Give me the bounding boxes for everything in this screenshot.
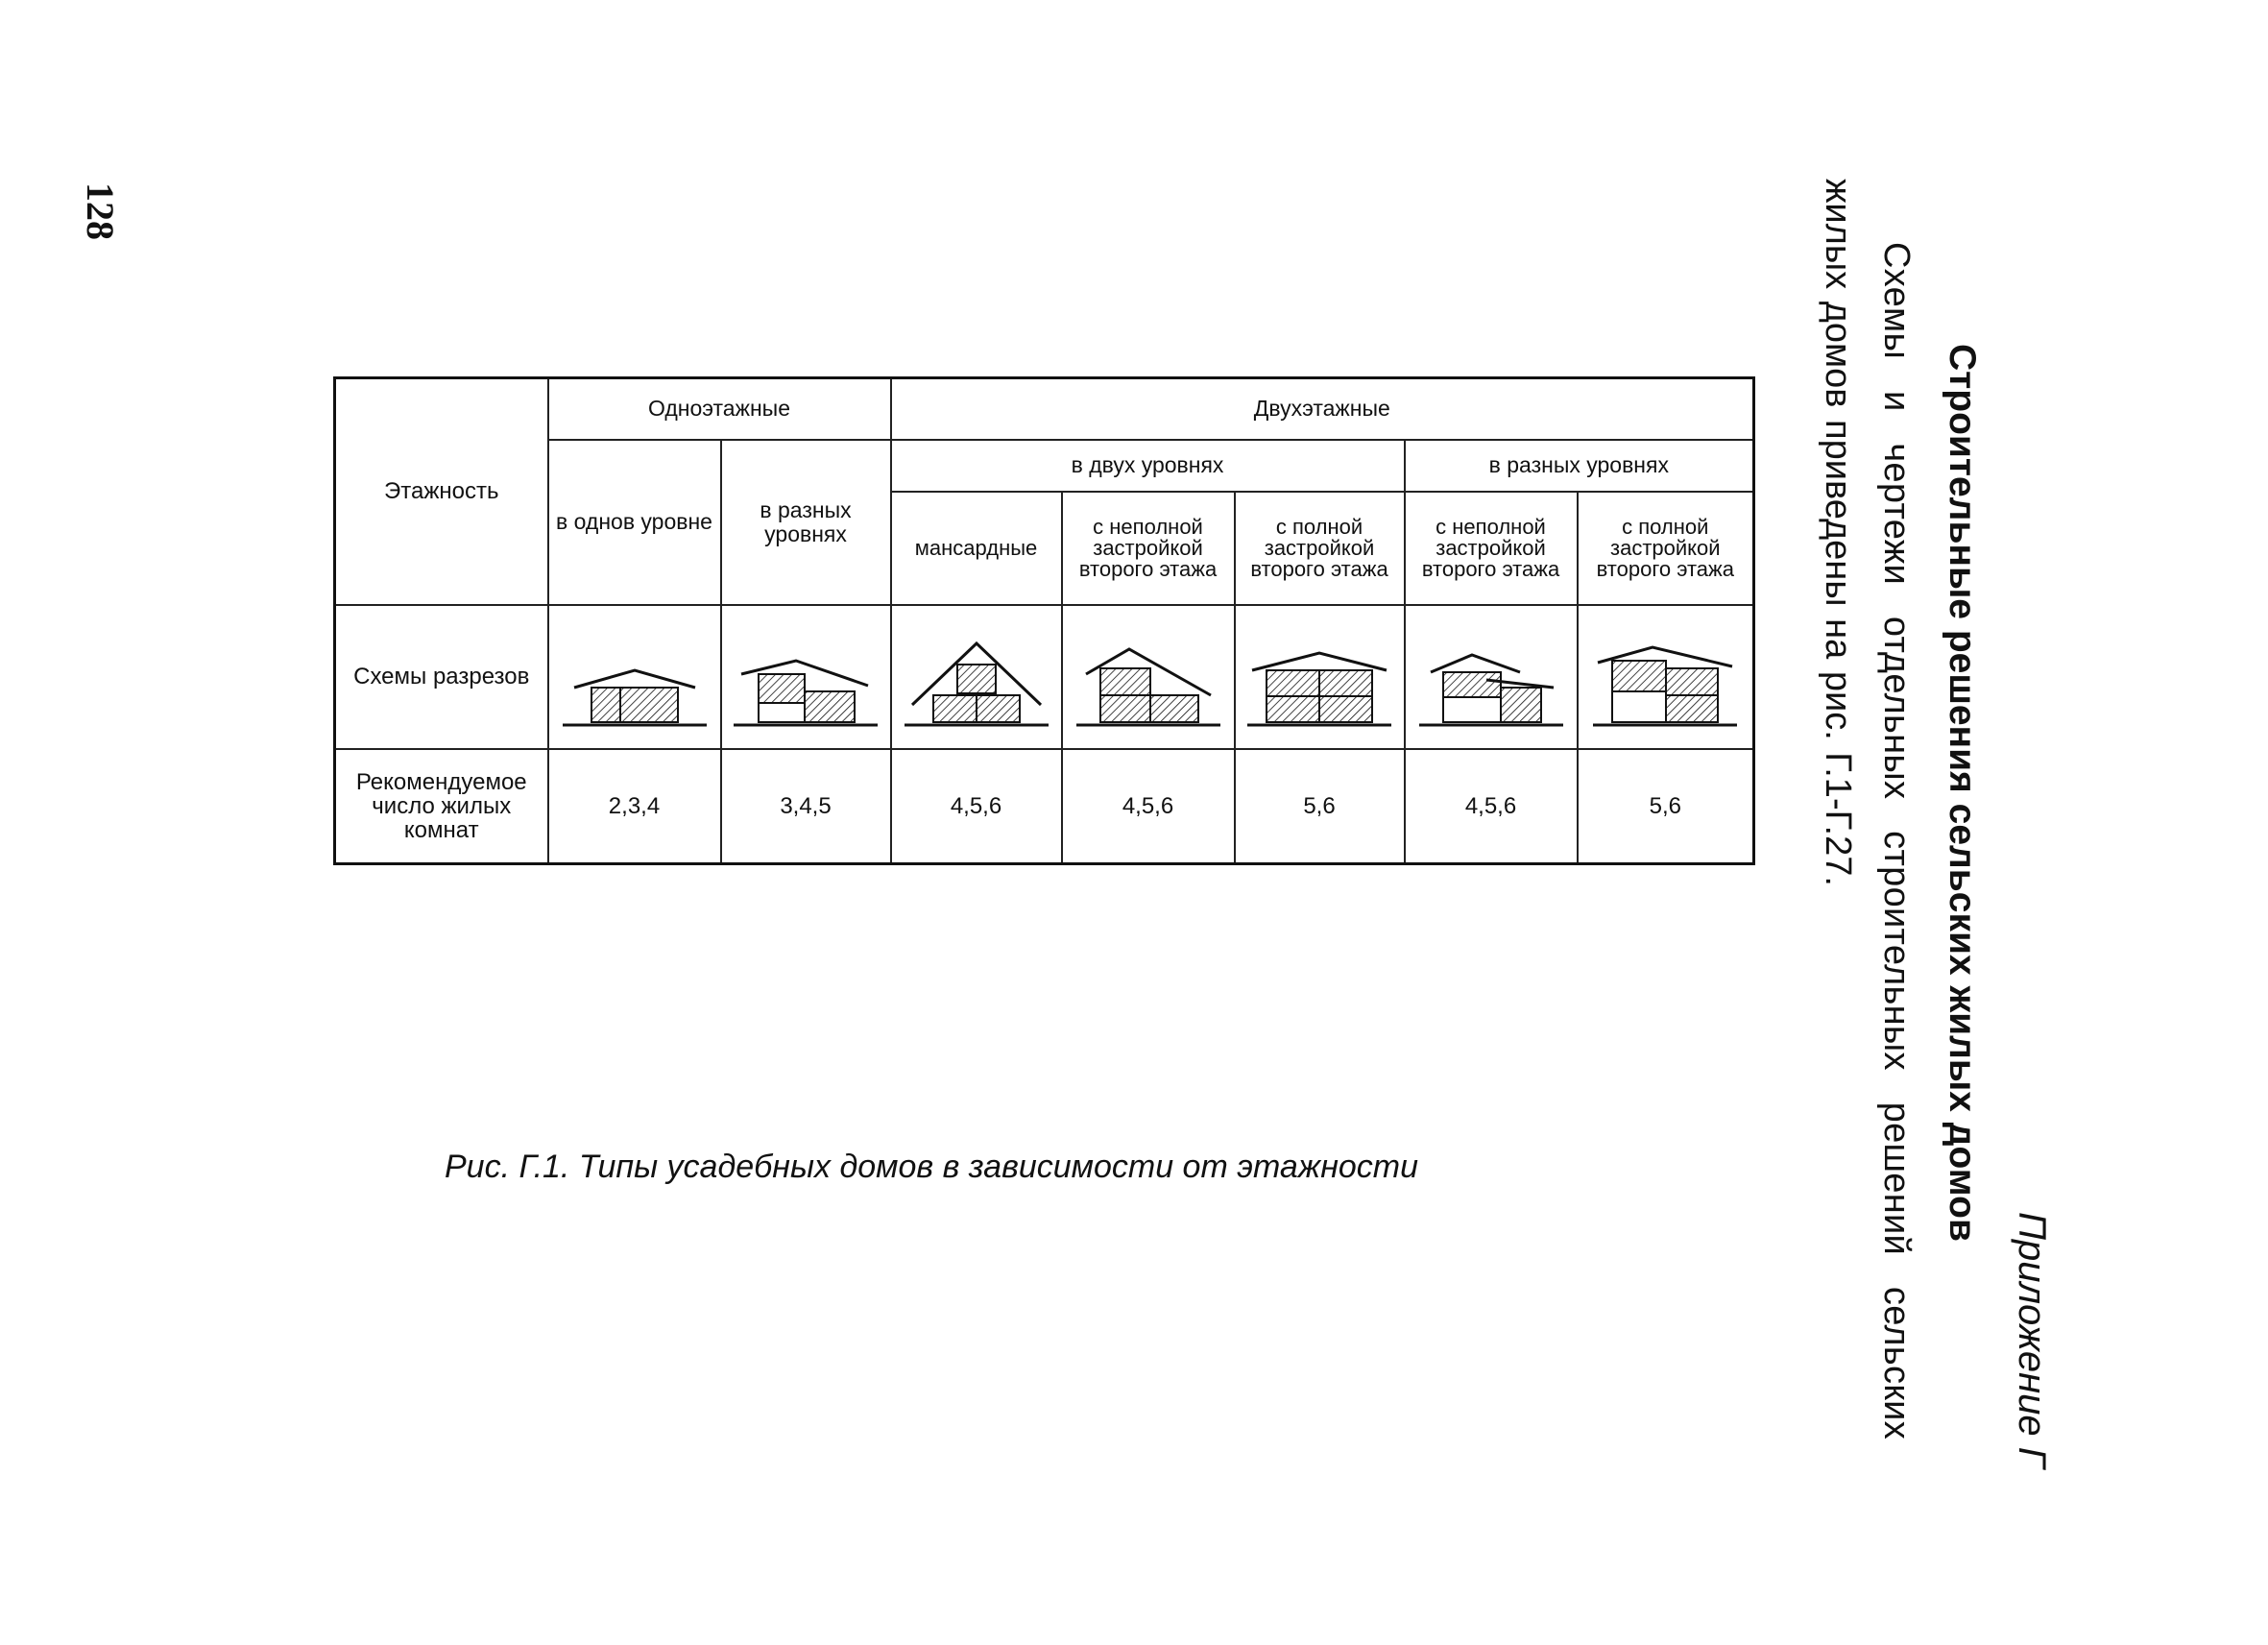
subgroup-different-levels: в разных уровнях xyxy=(1405,440,1754,492)
full-second-floor-split-level-section-icon xyxy=(1593,626,1737,732)
house-types-table xyxy=(333,376,1755,865)
rooms-value: 3,4,5 xyxy=(721,749,891,864)
column-header: в однов уровне xyxy=(548,440,721,605)
intro-text-line-2: жилых домов приведены на рис. Г.1-Г.27. xyxy=(1818,179,1858,886)
column-header: мансардные xyxy=(891,492,1062,605)
group-two-storey: Двухэтажные xyxy=(891,378,1754,440)
rooms-value: 4,5,6 xyxy=(1405,749,1578,864)
column-header: с полной застройкой второго этажа xyxy=(1578,492,1754,605)
scheme-cell xyxy=(891,605,1062,749)
row-label-schemes: Схемы разрезов xyxy=(335,605,548,749)
scheme-cell xyxy=(1405,605,1578,749)
partial-second-floor-split-level-section-icon xyxy=(1419,626,1563,732)
rooms-value: 4,5,6 xyxy=(1062,749,1235,864)
column-header: с полной застройкой второго этажа xyxy=(1235,492,1405,605)
column-header: в разных уровнях xyxy=(721,440,891,605)
rooms-value: 5,6 xyxy=(1235,749,1405,864)
column-header: с неполной застройкой второго этажа xyxy=(1062,492,1235,605)
appendix-label: Приложение Г xyxy=(2011,1212,2053,1468)
section-title: Строительные решения сельских жилых домов xyxy=(1942,344,1983,1242)
rooms-value: 2,3,4 xyxy=(548,749,721,864)
partial-second-floor-section-icon xyxy=(1076,626,1220,732)
split-level-section-icon xyxy=(734,626,878,732)
page-number: 128 xyxy=(79,182,122,240)
subgroup-two-levels: в двух уровнях xyxy=(891,440,1405,492)
scheme-cell xyxy=(1578,605,1754,749)
row-label-floors: Этажность xyxy=(335,378,548,605)
group-one-storey: Одноэтажные xyxy=(548,378,891,440)
figure-caption: Рис. Г.1. Типы усадебных домов в зависимости от этажности xyxy=(445,1149,1419,1185)
full-second-floor-section-icon xyxy=(1247,626,1391,732)
scheme-cell xyxy=(721,605,891,749)
mansard-section-icon xyxy=(905,626,1049,732)
scheme-cell xyxy=(548,605,721,749)
rooms-value: 4,5,6 xyxy=(891,749,1062,864)
one-storey-section-icon xyxy=(563,626,707,732)
rooms-value: 5,6 xyxy=(1578,749,1754,864)
row-label-rooms: Рекомендуемое число жилых комнат xyxy=(335,749,548,864)
scheme-cell xyxy=(1235,605,1405,749)
intro-text-line-1: Схемы и чертежи отдельных строительных решений сельских xyxy=(1876,242,1917,1440)
column-header: с неполной застройкой второго этажа xyxy=(1405,492,1578,605)
scheme-cell xyxy=(1062,605,1235,749)
